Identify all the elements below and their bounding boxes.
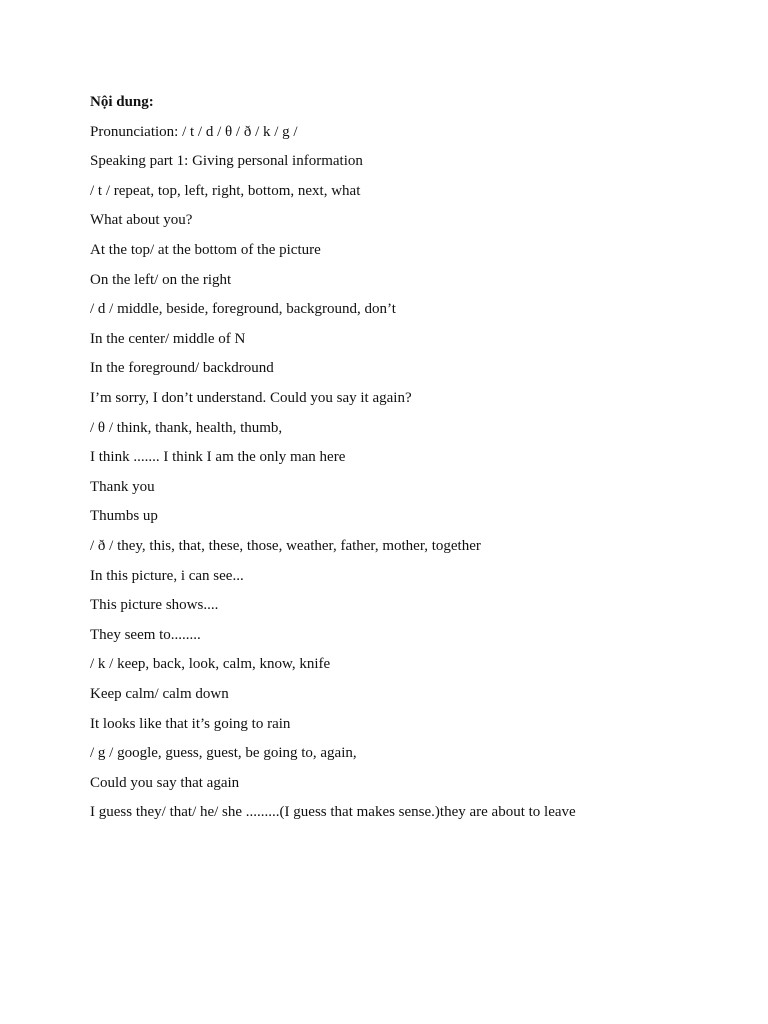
- line-d-sound: / d / middle, beside, foreground, background, don’t: [90, 301, 396, 318]
- document-body: [90, 122, 708, 824]
- line-i-guess: I guess they/ that/ he/ she .........(I guess that makes sense.)they are about to leave: [90, 804, 576, 821]
- line-in-this-picture: In this picture, i can see...: [90, 567, 244, 584]
- line-theta-sound: / θ / think, thank, health, thumb,: [90, 419, 283, 436]
- line-picture-shows: This picture shows....: [90, 597, 219, 614]
- line-foreground-background: In the foreground/ backdround: [90, 360, 274, 377]
- line-speaking-part-1: Speaking part 1: Giving personal information: [90, 153, 363, 170]
- line-they-seem: They seem to........: [90, 626, 201, 643]
- line-t-sound: / t / repeat, top, left, right, bottom, next, what: [90, 182, 361, 199]
- line-pronunciation: Pronunciation: / t / d / θ / ð / k / g /: [90, 123, 298, 140]
- line-say-that-again: Could you say that again: [90, 774, 240, 791]
- line-what-about-you: What about you?: [90, 212, 193, 229]
- line-sorry-say-again: I’m sorry, I don’t understand. Could you say it again?: [90, 390, 412, 407]
- document-heading: Nội dung:: [90, 94, 154, 110]
- line-thank-you: Thank you: [90, 478, 155, 495]
- line-i-think: I think ....... I think I am the only man here: [90, 449, 346, 466]
- line-top-bottom: At the top/ at the bottom of the picture: [90, 242, 321, 259]
- line-left-right: On the left/ on the right: [90, 271, 232, 288]
- line-k-sound: / k / keep, back, look, calm, know, knife: [90, 656, 331, 673]
- line-center-middle: In the center/ middle of N: [90, 330, 246, 347]
- line-eth-sound: / ð / they, this, that, these, those, weather, father, mother, together: [90, 538, 481, 554]
- line-keep-calm: Keep calm/ calm down: [90, 685, 229, 702]
- line-g-sound: / g / google, guess, guest, be going to, again,: [90, 745, 357, 762]
- line-going-to-rain: It looks like that it’s going to rain: [90, 715, 291, 732]
- line-thumbs-up: Thumbs up: [90, 508, 158, 525]
